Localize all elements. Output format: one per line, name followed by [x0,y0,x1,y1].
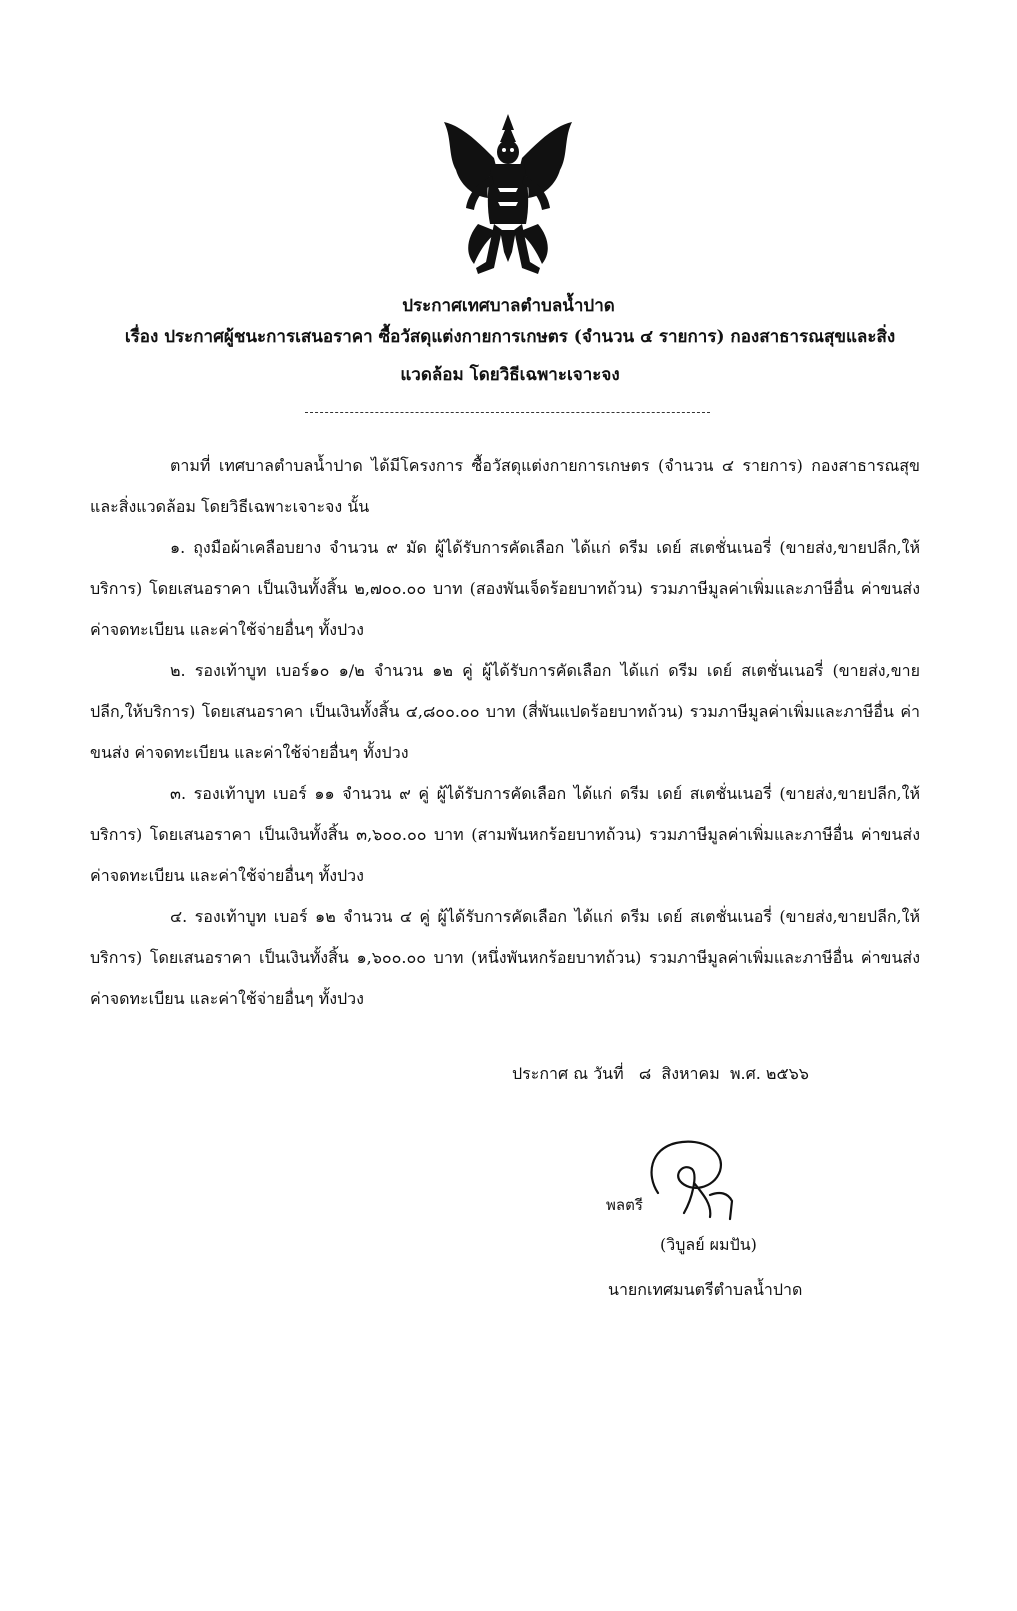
intro-paragraph: ตามที่ เทศบาลตำบลน้ำปาด ได้มีโครงการ ซื้อวัสดุแต่งกายการเกษตร (จำนวน ๔ รายการ) กองสาธารณสุขและสิ่งแวดล้อม โดยวิธีเฉพาะเจาะจง นั้น [90,456,920,516]
garuda-emblem-icon [438,112,578,282]
announcement-date: ประกาศ ณ วันที่ ๘ สิงหาคม พ.ศ. ๒๕๖๖ [512,1064,809,1083]
item-1-paragraph: ๑. ถุงมือผ้าเคลือบยาง จำนวน ๙ มัด ผู้ได้รับการคัดเลือก ได้แก่ ดรีม เดย์ สเตชั่นเนอรี่ (ขายส่ง,ขายปลีก,ให้บริการ) โดยเสนอราคา เป็นเงินทั้งสิ้น ๒,๗๐๐.๐๐ บาท (สองพันเจ็ดร้อยบาทถ้วน) รวมภาษีมูลค่าเพิ่มและภาษีอื่น ค่าขนส่ง ค่าจดทะเบียน และค่าใช้จ่ายอื่นๆ ทั้งปวง [90,538,921,639]
signer-name: (วิบูลย์ ผมปัน) [660,1235,757,1254]
announcement-title: ประกาศเทศบาลตำบลน้ำปาด [402,296,615,316]
separator-line [305,412,710,413]
signer-rank: พลตรี [606,1196,643,1214]
signer-title: นายกเทศมนตรีตำบลน้ำปาด [608,1280,803,1299]
item-2-paragraph: ๒. รองเท้าบูท เบอร์๑๐ ๑/๒ จำนวน ๑๒ คู่ ผู้ได้รับการคัดเลือก ได้แก่ ดรีม เดย์ สเตชั่นเนอรี่ (ขายส่ง,ขายปลีก,ให้บริการ) โดยเสนอราคา เป็นเงินทั้งสิ้น ๔,๘๐๐.๐๐ บาท (สี่พันแปดร้อยบาทถ้วน) รวมภาษีมูลค่าเพิ่มและภาษีอื่น ค่าขนส่ง ค่าจดทะเบียน และค่าใช้จ่ายอื่นๆ ทั้งปวง [90,661,921,762]
item-3-paragraph: ๓. รองเท้าบูท เบอร์ ๑๑ จำนวน ๙ คู่ ผู้ได้รับการคัดเลือก ได้แก่ ดรีม เดย์ สเตชั่นเนอรี่ (ขายส่ง,ขายปลีก,ให้บริการ) โดยเสนอราคา เป็นเงินทั้งสิ้น ๓,๖๐๐.๐๐ บาท (สามพันหกร้อยบาทถ้วน) รวมภาษีมูลค่าเพิ่มและภาษีอื่น ค่าขนส่ง ค่าจดทะเบียน และค่าใช้จ่ายอื่นๆ ทั้งปวง [90,784,921,885]
subject-line-1: เรื่อง ประกาศผู้ชนะการเสนอราคา ซื้อวัสดุแต่งกายการเกษตร (จำนวน ๔ รายการ) กองสาธารณสุขและสิ่ง [124,327,896,347]
subject-line-2: แวดล้อม โดยวิธีเฉพาะเจาะจง [400,365,620,385]
announcement-subject [100,318,920,394]
item-4-paragraph: ๔. รองเท้าบูท เบอร์ ๑๒ จำนวน ๔ คู่ ผู้ได้รับการคัดเลือก ได้แก่ ดรีม เดย์ สเตชั่นเนอรี่ (ขายส่ง,ขายปลีก,ให้บริการ) โดยเสนอราคา เป็นเงินทั้งสิ้น ๑,๖๐๐.๐๐ บาท (หนึ่งพันหกร้อยบาทถ้วน) รวมภาษีมูลค่าเพิ่มและภาษีอื่น ค่าขนส่ง ค่าจดทะเบียน และค่าใช้จ่ายอื่นๆ ทั้งปวง [90,907,920,1008]
handwritten-signature [640,1135,750,1225]
